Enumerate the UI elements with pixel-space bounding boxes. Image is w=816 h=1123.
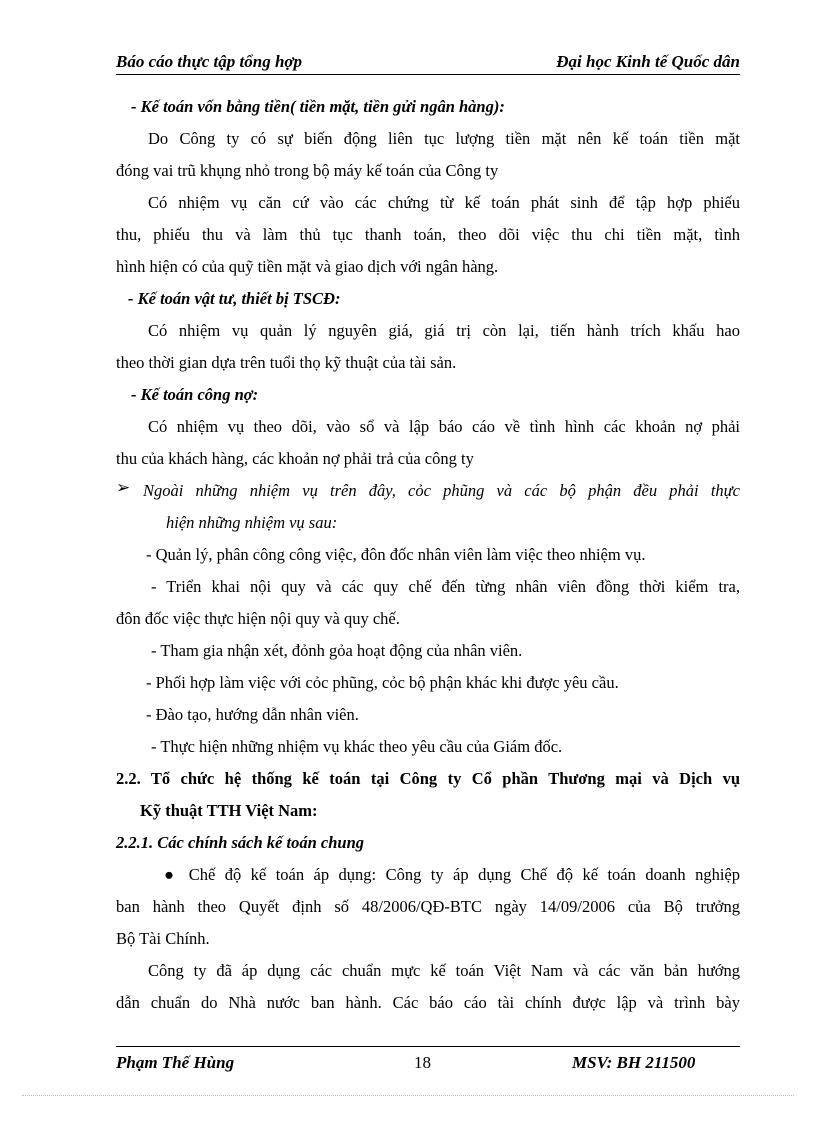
heading-debt-accounting: - Kế toán công nợ:	[131, 385, 259, 404]
task-item: - Phối hợp làm việc với cỏc phũng, cỏc bộ phận khác khi được yêu cầu.	[146, 673, 619, 692]
header-right: Đại học Kinh tế Quốc dân	[556, 52, 740, 71]
arrow-bullet-icon: ➢	[116, 478, 131, 497]
heading-materials-accounting: - Kế toán vật tư, thiết bị TSCĐ:	[128, 289, 341, 308]
page-number: 18	[414, 1053, 431, 1072]
header-left: Báo cáo thực tập tổng hợp	[116, 52, 303, 71]
footer-author: Phạm Thế Hùng	[116, 1053, 235, 1072]
task-item: - Đào tạo, hướng dẫn nhân viên.	[146, 705, 359, 724]
subsection-heading-2-2-1: 2.2.1. Các chính sách kế toán chung	[116, 833, 364, 852]
paragraph-line: thu của khách hàng, các khoản nợ phải trả của công ty	[116, 449, 474, 468]
page-header	[116, 50, 740, 75]
paragraph-line: thu, phiếu thu và làm thủ tục thanh toán, theo dõi việc thu chi tiền mặt, tình	[116, 225, 740, 244]
task-item: - Triển khai nội quy và các quy chế đến từng nhân viên đồng thời kiểm tra,	[151, 577, 740, 596]
bullet-line: Ngoài những nhiệm vụ trên đây, cỏc phũng và các bộ phận đều phải thực	[143, 481, 740, 500]
paragraph-line: Công ty đã áp dụng các chuẩn mực kế toán Việt Nam và các văn bản hướng	[148, 961, 740, 980]
policy-line: ban hành theo Quyết định số 48/2006/QĐ-BTC ngày 14/09/2006 của Bộ trưởng	[116, 897, 740, 916]
paragraph-line: hình hiện có của quỹ tiền mặt và giao dịch với ngân hàng.	[116, 257, 499, 276]
policy-line: Bộ Tài Chính.	[116, 929, 210, 948]
task-item: - Tham gia nhận xét, đỏnh gỏa hoạt động của nhân viên.	[151, 641, 523, 660]
paragraph-line: Có nhiệm vụ theo dõi, vào sổ và lập báo cáo về tình hình các khoản nợ phải	[148, 417, 740, 436]
policy-line: ● Chế độ kế toán áp dụng: Công ty áp dụng Chế độ kế toán doanh nghiệp	[164, 865, 740, 884]
paragraph-line: theo thời gian dựa trên tuổi thọ kỹ thuật của tài sản.	[116, 353, 457, 372]
paragraph-line: Có nhiệm vụ quản lý nguyên giá, giá trị còn lại, tiến hành trích khấu hao	[148, 321, 740, 340]
paragraph-line: đóng vai trũ khụng nhỏ trong bộ máy kế toán của Công ty	[116, 161, 499, 180]
section-heading-2-2-cont: Kỹ thuật TTH Việt Nam:	[140, 801, 318, 820]
paragraph-line: Có nhiệm vụ căn cứ vào các chứng từ kế toán phát sinh để tập hợp phiếu	[148, 193, 740, 212]
paragraph-line: Do Công ty có sự biến động liên tục lượng tiền mặt nên kế toán tiền mặt	[148, 129, 740, 148]
footer-student-id: MSV: BH 211500	[572, 1053, 696, 1072]
task-item: đôn đốc việc thực hiện nội quy và quy chế.	[116, 609, 400, 628]
heading-cash-accounting: - Kế toán vốn bằng tiền( tiền mặt, tiền gửi ngân hàng):	[131, 97, 505, 116]
bullet-line: hiện những nhiệm vụ sau:	[166, 513, 338, 532]
footer-rule	[116, 1046, 740, 1047]
task-item: - Quản lý, phân công công việc, đôn đốc nhân viên làm việc theo nhiệm vụ.	[146, 545, 646, 564]
paragraph-line: dẫn chuẩn do Nhà nước ban hành. Các báo cáo tài chính được lập và trình bày	[116, 993, 740, 1012]
task-item: - Thực hiện những nhiệm vụ khác theo yêu cầu của Giám đốc.	[151, 737, 563, 756]
section-heading-2-2: 2.2. Tổ chức hệ thống kế toán tại Công ty Cổ phần Thương mại và Dịch vụ	[116, 769, 740, 788]
page-break-line	[22, 1095, 794, 1096]
